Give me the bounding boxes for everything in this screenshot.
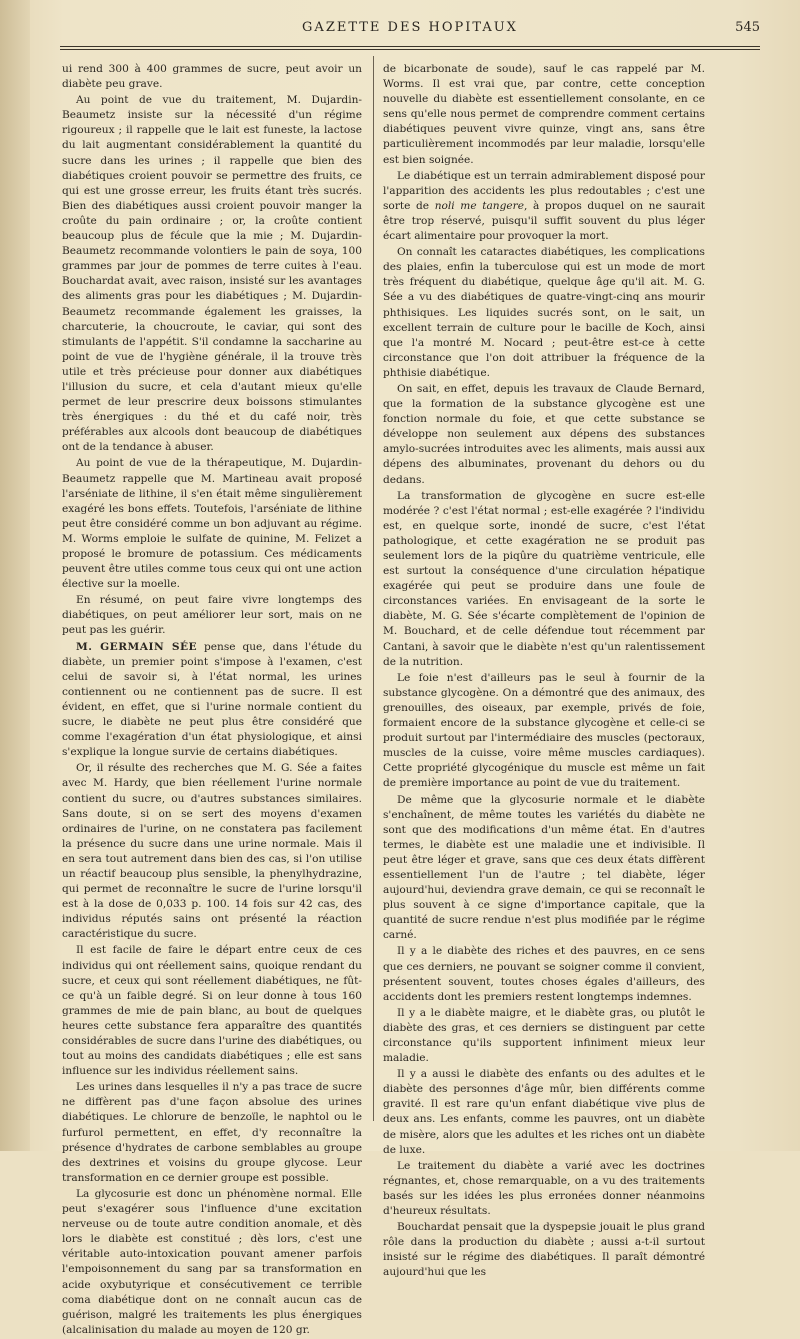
paragraph xyxy=(383,1159,705,1219)
paragraph xyxy=(383,62,705,168)
paragraph xyxy=(383,944,705,1004)
paragraph xyxy=(383,1067,705,1158)
paragraph-text: Il y a le diabète maigre, et le diabète gras, ou plutôt le diabète des gras, et ces derniers se distinguent par cette circonstance qu'ils supportent infiniment mieux leur maladie. xyxy=(383,1006,705,1065)
paragraph-text: Au point de vue du traitement, M. Dujardin-Beaumetz insiste sur la nécessité d'un régime rigoureux ; il rappelle que le lait est funeste, la lactose du lait augmentant considérablement la quantité du sucre dans les urines ; il rappelle que bien des diabétiques croient pouvoir se permettre des fruits, ce qui est une grosse erreur, les fruits étant très sucrés. Bien des diabétiques aussi croient pouvoir manger la croûte du pain ordinaire ; or, la croûte contient beaucoup plus de fécule que la mie ; M. Dujardin-Beaumetz recommande volontiers le pain de soya, 100 grammes par jour de pommes de terre cuites à l'eau. Bouchardat avait, avec raison, insisté sur les avantages des aliments gras pour les diabétiques ; M. Dujardin-Beaumetz recommande également les graisses, la charcuterie, la choucroute, le caviar, qui sont des stimulants de l'appétit. S'il condamne la saccharine au point de vue de l'hygiène générale, il la trouve très utile et très précieuse pour donner aux diabétiques l'illusion du sucre, et cela d'autant mieux qu'elle permet de leur prescrire deux boissons stimulantes très énergiques : du thé et du café noir, très préférables aux alcools dont beaucoup de diabétiques ont de la tendance à abuser. xyxy=(62,94,362,454)
journal-title: GAZETTE DES HOPITAUX xyxy=(302,20,518,35)
paragraph xyxy=(62,943,362,1079)
paragraph-text: Il y a aussi le diabète des enfants ou des adultes et le diabète des personnes d'âge mûr, bien différents comme gravité. Il est rare qu'un enfant diabétique vive plus de deux ans. Les enfants, comme les pauvres, ont un diabète de misère, alors que les adultes et les riches ont un diabète de luxe. xyxy=(383,1068,705,1156)
paragraph-text: de bicarbonate de soude), sauf le cas rappelé par M. Worms. Il est vrai que, par contre, cette conception nouvelle du diabète est essentiellement consolante, en ce sens qu'elle nous permet de comprendre comment certains diabétiques peuvent vivre quinze, vingt ans, sans être particulièrement incommodés par leur maladie, lorsqu'elle est bien soignée. xyxy=(383,63,705,166)
page-binding-edge xyxy=(0,0,30,1151)
page-number: 545 xyxy=(735,20,760,35)
paragraph xyxy=(62,93,362,455)
paragraph-text: Bouchardat pensait que la dyspepsie jouait le plus grand rôle dans la production du diabète ; aussi a-t-il surtout insisté sur le régime des diabétiques. Il paraît démontré aujourd'hui que les xyxy=(383,1221,705,1279)
italic-phrase: noli me tangere xyxy=(434,199,525,212)
paragraph-text: On connaît les cataractes diabétiques, les complications des plaies, enfin la tuberculose qui est un mode de mort très fréquent du diabétique, quelque âge qu'il ait. M. G. Sée a vu des diabétiques de quatre-vingt-cinq ans mourir phthisiques. Les liquides sucrés sont, on le sait, un excellent terrain de culture pour le bacille de Koch, ainsi que l'a montré M. Nocard ; peut-être est-ce à cette circonstance que l'on doit attribuer la fréquence de la phthisie diabétique. xyxy=(383,246,705,379)
paragraph-text: De même que la glycosurie normale et le diabète s'enchaînent, de même toutes les variétés du diabète ne sont que des modifications d'un même état. En d'autres termes, le diabète est une maladie une et indivisible. Il peut être léger et grave, sans que ces deux états diffèrent essentiellement l'un de l'autre ; tel diabète, léger aujourd'hui, deviendra grave demain, ce qui se reconnaît le plus souvent à ce signe d'importance capitale, que la quantité de sucre rendue n'est plus modifiée par le régime carné. xyxy=(383,793,705,942)
paragraph-text: Or, il résulte des recherches que M. G. Sée a faites avec M. Hardy, que bien réellement l'urine normale contient du sucre, ou d'autres substances similaires. Sans doute, si on se sert des moyens d'examen ordinaires de l'urine, on ne constatera pas facilement la présence du sucre dans une urine normale. Mais il en sera tout autrement dans bien des cas, si l'on utilise un réactif beaucoup plus sensible, la phenylhydrazine, qui permet de reconnaître le sucre de l'urine lorsqu'il est à la dose de 0,033 p. 100. 14 fois sur 42 cas, des individus réputés sains ont présenté la réaction caractéristique du sucre. xyxy=(62,762,362,941)
paragraph-text: La glycosurie est donc un phénomène normal. Elle peut s'exagérer sous l'influence d'une excitation nerveuse ou de toute autre condition anomale, et dès lors le diabète est constitué ; dès lors, c'est une véritable auto-intoxication pouvant amener parfois l'empoisonnement du sang par sa transformation en acide oxybutyrique et consécutivement ce terrible coma diabétique dont on ne connaît aucun cas de guérison, malgré les traitements les plus énergiques (alcalinisation du malade au moyen de 120 gr. xyxy=(62,1187,362,1336)
paragraph xyxy=(62,761,362,942)
paragraph-text: Le foie n'est d'ailleurs pas le seul à fournir de la substance glycogène. On a démontré que des animaux, des grenouilles, des oiseaux, par exemple, privés de foie, formaient encore de la substance glycogène et celle-ci se produit surtout par l'intermédiaire des muscles (pectoraux, muscles de la cuisse, voire même muscles cardiaques). Cette propriété glycogénique du muscle est même un fait de première importance au point de vue du traitement. xyxy=(383,671,705,790)
header-rule xyxy=(60,46,760,47)
paragraph xyxy=(62,1080,362,1186)
paragraph xyxy=(62,1187,362,1338)
paragraph xyxy=(383,489,705,670)
paragraph-text: Il est facile de faire le départ entre ceux de ces individus qui ont réellement sains, quoique rendant du sucre, et ceux qui sont réellement diabétiques, ne fût-ce qu'à un faible degré. Si on leur donne à tous 160 grammes de mie de pain blanc, au bout de quelques heures cette substance fera apparaître des quantités considérables de sucre dans l'urine des diabétiques, ou tout au moins des candidats diabétiques ; elle est sans influence sur les individus réellement sains. xyxy=(62,944,362,1078)
paragraph xyxy=(383,793,705,944)
paragraph xyxy=(62,593,362,638)
paragraph-text: La transformation de glycogène en sucre est-elle modérée ? c'est l'état normal ; est-elle exagérée ? l'individu est, en quelque sorte, inondé de sucre, c'est l'état pathologique, et cette exagération ne se produit pas seulement lors de la piqûre du quatrième ventricule, elle est surtout la conséquence d'une circulation hépatique exagérée qui peut se produire dans une foule de circonstances variées. En envisageant de la sorte le diabète, M. G. Sée s'écarte complètement de l'opinion de M. Bouchard, et de celle défendue tout récemment par Cantani, à savoir que le diabète n'est qu'un ralentissement de la nutrition. xyxy=(383,489,705,668)
paragraph-text: Les urines dans lesquelles il n'y a pas trace de sucre ne diffèrent pas d'une façon absolue des urines diabétiques. Le chlorure de benzoïle, le naphtol ou le furfurol permettent, en effet, d'y reconnaître la présence d'hydrates de carbone semblables au groupe des dextrines et voisins du groupe glycose. Leur transformation en ce dernier groupe est possible. xyxy=(62,1081,362,1184)
paragraph-text: Le traitement du diabète a varié avec les doctrines régnantes, et, chose remarquable, on a vu des traitements basés sur les idées les plus erronées donner néanmoins d'heureux résultats. xyxy=(383,1159,705,1218)
paragraph-text: On sait, en effet, depuis les travaux de Claude Bernard, que la formation de la substance glycogène est une fonction normale du foie, et que cette substance se développe non seulement aux dépens des substances amylo-sucrées introduites avec les aliments, mais aussi aux dépens des albuminates, provenant du dehors ou du dedans. xyxy=(383,382,705,486)
paragraph xyxy=(62,62,362,92)
right-column xyxy=(383,62,705,1282)
paragraph-text: Il y a le diabète des riches et des pauvres, en ce sens que ces derniers, ne pouvant se soigner comme il convient, présentent souvent, toutes choses égales d'ailleurs, des accidents dont les premiers restent longtemps indemnes. xyxy=(383,945,705,1003)
column-divider xyxy=(373,56,374,1121)
paragraph-text: Au point de vue de la thérapeutique, M. Dujardin-Beaumetz rappelle que M. Martineau avait proposé l'arséniate de lithine, il s'en était même singulièrement exagéré les bons effets. Toutefois, l'arséniate de lithine peut être considéré comme un bon adjuvant au régime. M. Worms emploie le sulfate de quinine, M. Felizet a proposé le bromure de potassium. Ces médicaments peuvent être utiles comme tous ceux qui ont une action élective sur la moelle. xyxy=(62,457,362,591)
paragraph xyxy=(62,456,362,592)
speaker-name: M. GERMAIN SÉE xyxy=(76,640,198,653)
paragraph xyxy=(62,640,362,761)
paragraph-text-continued: , à propos duquel on ne saurait être trop réservé, puisqu'il suffit souvent du plus léger écart alimentaire pour provoquer la mort. xyxy=(383,199,705,243)
paragraph-text: ui rend 300 à 400 grammes de sucre, peut avoir un diabète peu grave. xyxy=(62,63,362,91)
paragraph-text: En résumé, on peut faire vivre longtemps des diabétiques, on peut améliorer leur sort, mais on ne peut pas les guérir. xyxy=(62,594,362,637)
paragraph xyxy=(383,169,705,244)
page-header xyxy=(60,20,760,46)
paragraph xyxy=(383,245,705,381)
paragraph xyxy=(383,671,705,792)
paragraph xyxy=(383,382,705,488)
left-column xyxy=(62,62,362,1339)
paragraph xyxy=(383,1220,705,1280)
paragraph-text: pense que, dans l'étude du diabète, un premier point s'impose à l'examen, c'est celui de savoir si, à l'état normal, les urines contiennent ou ne contiennent pas de sucre. Il est évident, en effet, que si l'urine normale contient du sucre, le diabète ne peut plus être considéré que comme l'exagération d'un état physiologique, et ainsi s'explique la longue survie de certains diabétiques. xyxy=(62,640,362,759)
paragraph-text: Le diabétique est un terrain admirablement disposé pour l'apparition des accidents les plus redoutables ; c'est une sorte de xyxy=(383,169,705,212)
header-rule-secondary xyxy=(60,49,760,50)
paragraph xyxy=(383,1006,705,1066)
